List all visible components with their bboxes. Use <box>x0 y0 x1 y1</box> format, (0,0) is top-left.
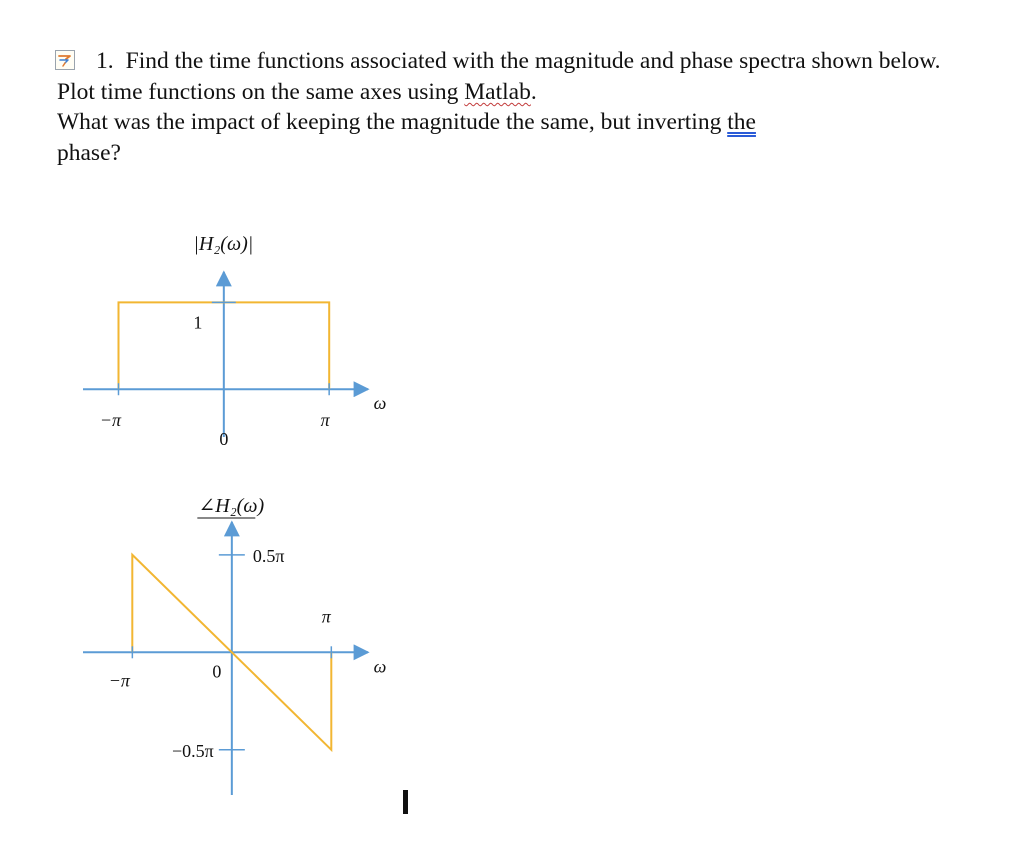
question-text-line-2-suffix: . <box>530 79 537 105</box>
phase-spectrum-chart <box>83 495 386 795</box>
y-tick-label: 0.5π <box>252 545 285 566</box>
x-axis-label: ω <box>373 656 387 677</box>
question-number: 1. <box>96 48 114 74</box>
x-tick-label: π <box>321 606 331 627</box>
grammar-flag-word-the[interactable]: the <box>727 109 756 135</box>
chart-title: |H₂(ω)| <box>193 233 254 255</box>
text-cursor-icon <box>403 790 408 814</box>
chart-title: ∠H₂(ω) <box>198 495 265 517</box>
y-tick-label: −0.5π <box>171 740 214 761</box>
x-tick-label: π <box>320 410 330 431</box>
question-text-line-4: phase? <box>57 140 121 166</box>
x-tick-label: −π <box>99 410 122 431</box>
question-text-line-2-prefix: Plot time functions on the same axes using <box>57 79 465 105</box>
x-tick-label: 0 <box>212 661 222 682</box>
question-text-line-1: Find the time functions associated with the magnitude and phase spectra shown below. <box>125 48 941 74</box>
spellcheck-word-matlab[interactable]: Matlab <box>464 79 531 105</box>
question-text-line-3-prefix: What was the impact of keeping the magnitude the same, but inverting <box>57 109 728 135</box>
x-tick-label: −π <box>108 670 130 691</box>
x-tick-label: 0 <box>219 429 229 450</box>
magnitude-spectrum-chart <box>83 233 386 449</box>
y-tick-label: 1 <box>193 312 203 333</box>
x-axis-label: ω <box>373 393 387 414</box>
